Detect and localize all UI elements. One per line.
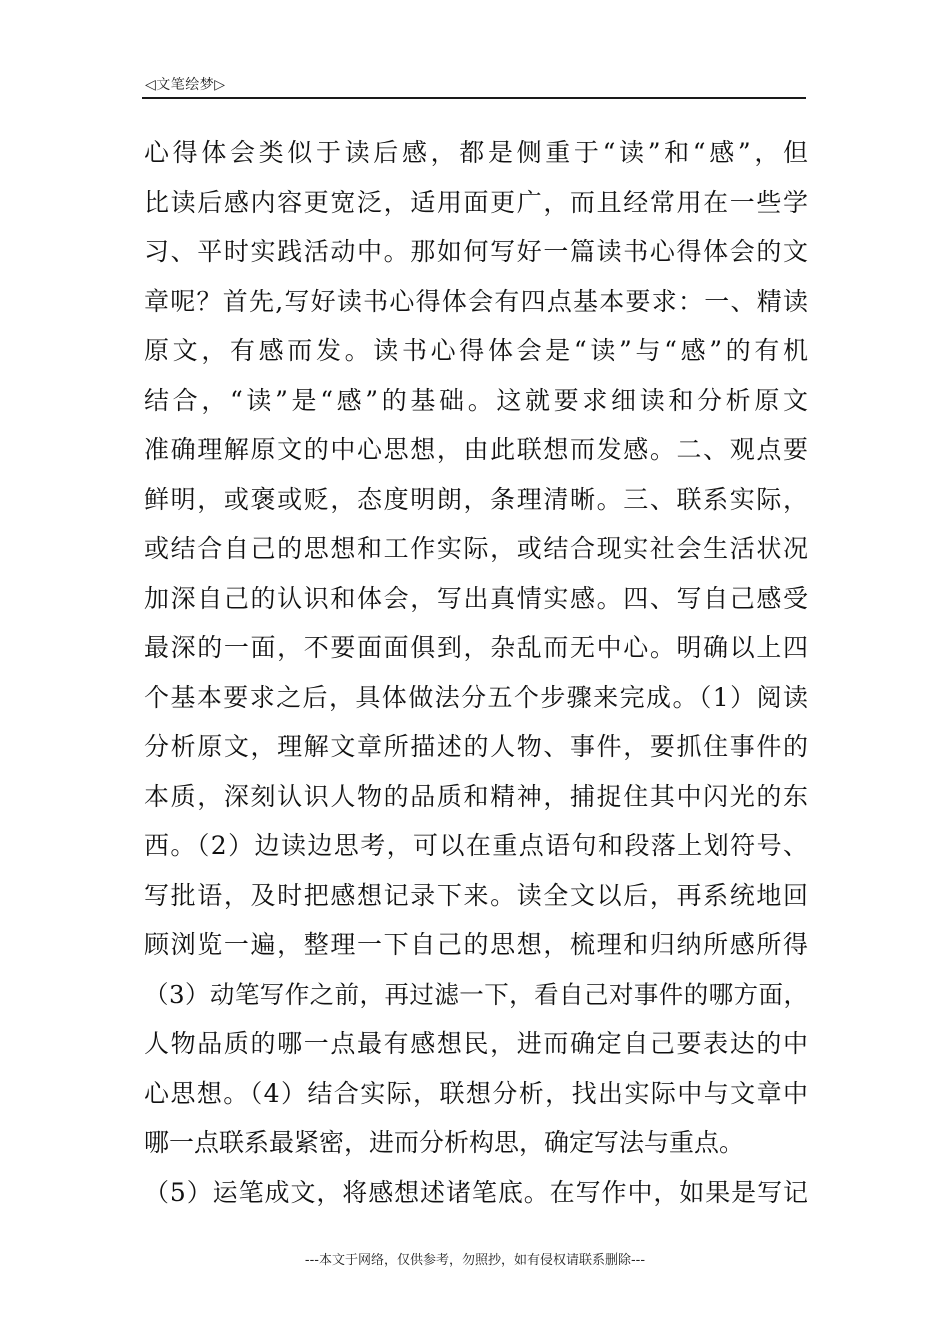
text-line: 章呢？首先,写好读书心得体会有四点基本要求：一、精读 bbox=[144, 286, 808, 316]
text-line: 分析原文，理解文章所描述的人物、事件，要抓住事件的 bbox=[144, 732, 808, 761]
text-line: （5）运笔成文，将感想述诸笔底。在写作中，如果是写记 bbox=[144, 1177, 808, 1207]
text-line: 人物品质的哪一点最有感想民，进而确定自己要表达的中 bbox=[144, 1029, 808, 1058]
text-line: （3）动笔写作之前，再过滤一下，看自己对事件的哪方面， bbox=[144, 979, 808, 1009]
text-line: 或结合自己的思想和工作实际，或结合现实社会生活状况 bbox=[144, 534, 808, 563]
text-line: 本质，深刻认识人物的品质和精神，捕捉住其中闪光的东 bbox=[144, 781, 808, 811]
text-line: 写批语，及时把感想记录下来。读全文以后，再系统地回 bbox=[144, 880, 808, 910]
text-line: 心思想。（4）结合实际，联想分析，找出实际中与文章中 bbox=[144, 1078, 808, 1108]
text-line: 西。（2）边读边思考，可以在重点语句和段落上划符号、 bbox=[144, 831, 808, 860]
text-line: 哪一点联系最紧密，进而分析构思，确定写法与重点。 bbox=[144, 1128, 745, 1157]
document-body bbox=[144, 128, 808, 1217]
text-line: 加深自己的认识和体会，写出真情实感。四、写自己感受 bbox=[144, 583, 808, 613]
text-line: 习、平时实践活动中。那如何写好一篇读书心得体会的文 bbox=[144, 237, 808, 266]
page-header: ◁文笔绘梦▷ bbox=[145, 77, 226, 93]
header-divider bbox=[142, 97, 806, 99]
text-line: 准确理解原文的中心思想，由此联想而发感。二、观点要 bbox=[144, 435, 808, 464]
text-line: 最深的一面，不要面面俱到，杂乱而无中心。明确以上四 bbox=[144, 633, 808, 662]
text-line: 原文，有感而发。读书心得体会是“读”与“感”的有机 bbox=[144, 336, 808, 365]
text-line: 心得体会类似于读后感，都是侧重于“读”和“感”，但 bbox=[144, 138, 808, 167]
text-line: 顾浏览一遍，整理一下自己的思想，梳理和归纳所感所得 bbox=[144, 930, 808, 959]
page-footer: ---本文于网络，仅供参考，勿照抄，如有侵权请联系删除--- bbox=[304, 1253, 646, 1268]
text-line: 鲜明，或褒或贬，态度明朗，条理清晰。三、联系实际， bbox=[144, 484, 808, 514]
text-line: 个基本要求之后，具体做法分五个步骤来完成。（1）阅读 bbox=[144, 682, 808, 712]
text-line: 比读后感内容更宽泛，适用面更广，而且经常用在一些学 bbox=[144, 187, 808, 217]
text-line: 结合，“读”是“感”的基础。这就要求细读和分析原文 bbox=[144, 385, 808, 415]
